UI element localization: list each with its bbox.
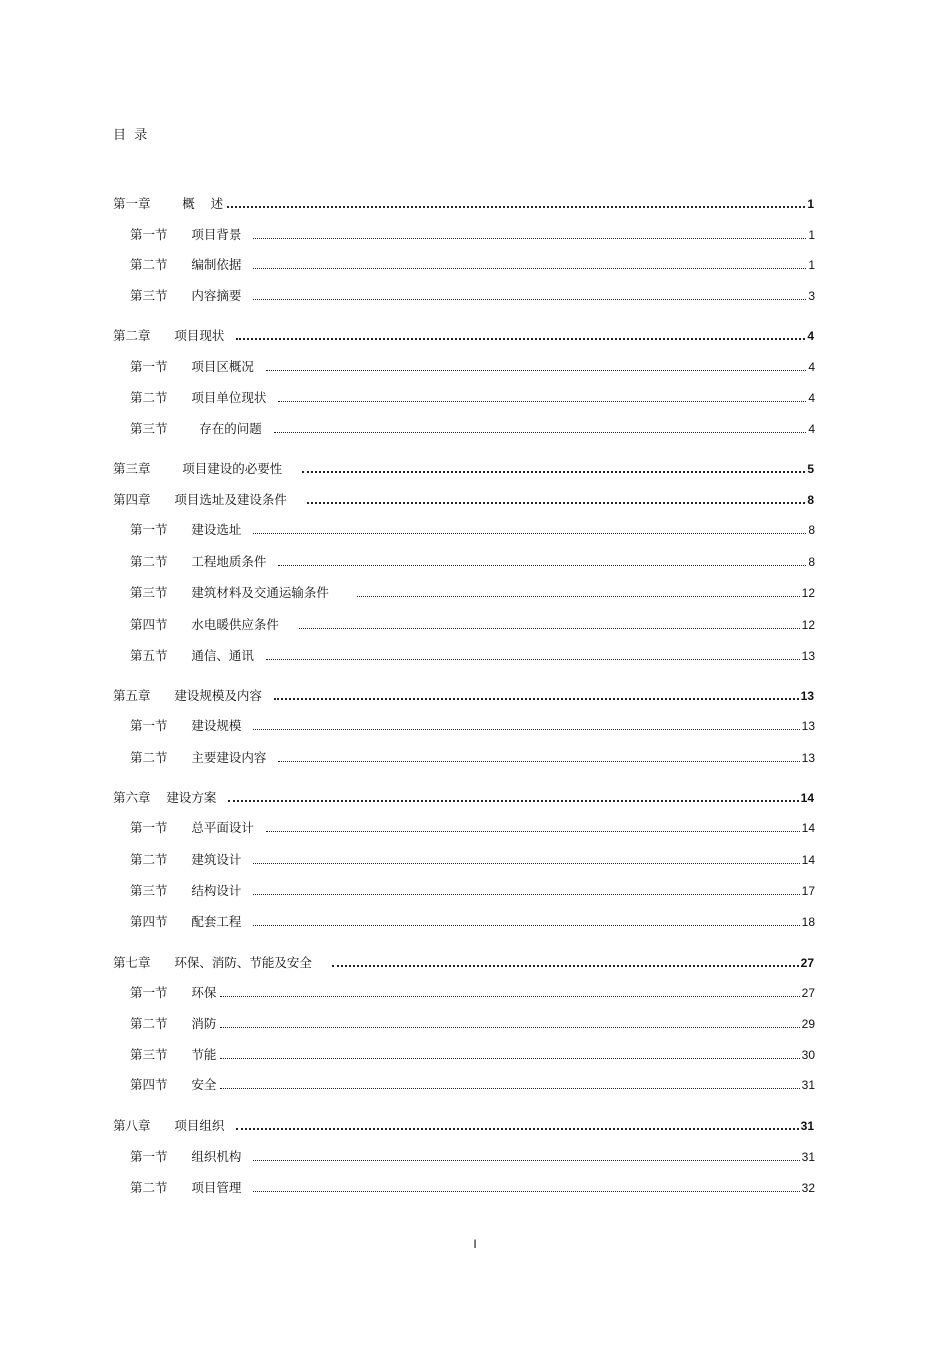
dot-leader [278,565,806,566]
toc-entry-label: 第一章 概 述 [113,196,224,211]
toc-section-entry[interactable] [130,750,815,766]
toc-entry-page-number: 29 [801,1017,815,1031]
dot-leader [302,471,805,473]
dot-leader [266,659,800,660]
toc-entry-page-number: 8 [808,555,815,569]
toc-section-entry[interactable] [130,820,815,836]
toc-section-entry[interactable] [130,617,815,633]
toc-entry-label: 第三节 结构设计 [130,883,250,898]
toc-entry-page-number: 8 [807,493,814,507]
toc-entry-page-number: 8 [808,523,815,537]
toc-section-entry[interactable] [130,1047,815,1063]
toc-entry-label: 第三章 项目建设的必要性 [113,461,299,476]
toc-section-entry[interactable] [130,421,815,437]
toc-entry-page-number: 31 [801,1150,815,1164]
dot-leader [278,761,799,762]
toc-entry-label: 第五节 通信、通讯 [130,648,262,663]
toc-entry-label: 第二节 工程地质条件 [130,554,275,569]
toc-entry-page-number: 14 [801,821,815,835]
toc-entry-label: 第七章 环保、消防、节能及安全 [113,955,328,970]
dot-leader [253,299,806,300]
toc-section-entry[interactable] [130,288,815,304]
toc-chapter-entry[interactable] [113,688,814,704]
toc-entry-label: 第四节 水电暖供应条件 [130,617,295,632]
dot-leader [253,268,806,269]
toc-entry-page-number: 31 [800,1119,814,1133]
dot-leader [253,1160,799,1161]
toc-entry-page-number: 3 [808,289,815,303]
toc-entry-page-number: 1 [807,197,814,211]
toc-section-entry[interactable] [130,359,815,375]
toc-section-entry[interactable] [130,585,815,601]
toc-entry-page-number: 30 [801,1048,815,1062]
toc-entry-page-number: 4 [808,360,815,374]
toc-section-entry[interactable] [130,1077,815,1093]
toc-entry-label: 第三节 建筑材料及交通运输条件 [130,585,353,600]
toc-entry-page-number: 13 [800,689,814,703]
toc-entry-label: 第一节 环保 [130,985,217,1000]
toc-section-entry[interactable] [130,554,815,570]
toc-section-entry[interactable] [130,914,815,930]
toc-entry-page-number: 13 [801,719,815,733]
dot-leader [253,894,799,895]
dot-leader [278,401,806,402]
toc-section-entry[interactable] [130,390,815,406]
toc-entry-label: 第一节 建设规模 [130,718,250,733]
toc-chapter-entry[interactable] [113,328,814,344]
dot-leader [274,698,799,700]
toc-section-entry[interactable] [130,227,815,243]
toc-section-entry[interactable] [130,1016,815,1032]
dot-leader [253,238,806,239]
dot-leader [266,831,800,832]
toc-entry-page-number: 18 [801,915,815,929]
toc-entry-page-number: 4 [807,329,814,343]
dot-leader [227,206,805,208]
toc-entry-page-number: 13 [801,649,815,663]
toc-entry-page-number: 4 [808,422,815,436]
toc-entry-page-number: 32 [801,1181,815,1195]
toc-entry-label: 第三节 内容摘要 [130,288,250,303]
toc-section-entry[interactable] [130,985,815,1001]
dot-leader [236,1128,798,1130]
toc-chapter-entry[interactable] [113,196,814,212]
toc-entry-label: 第三节 节能 [130,1047,217,1062]
dot-leader [253,533,806,534]
dot-leader [220,996,799,997]
toc-entry-page-number: 27 [800,956,814,970]
toc-entry-label: 第一节 项目背景 [130,227,250,242]
toc-entry-label: 第一节 总平面设计 [130,820,262,835]
toc-entry-page-number: 12 [801,586,815,600]
toc-section-entry[interactable] [130,718,815,734]
toc-section-entry[interactable] [130,883,815,899]
dot-leader [253,729,799,730]
toc-entry-label: 第一节 项目区概况 [130,359,262,374]
toc-section-entry[interactable] [130,1149,815,1165]
dot-leader [253,1191,799,1192]
toc-entry-page-number: 17 [801,884,815,898]
toc-entry-label: 第六章 建设方案 [113,790,225,805]
toc-entry-label: 第五章 建设规模及内容 [113,688,270,703]
toc-entry-label: 第二节 项目管理 [130,1180,250,1195]
dot-leader [299,628,800,629]
toc-entry-label: 第二节 消防 [130,1016,217,1031]
toc-entry-label: 第二节 项目单位现状 [130,390,275,405]
toc-entry-label: 第四节 安全 [130,1077,217,1092]
dot-leader [332,965,799,967]
toc-entry-label: 第一节 建设选址 [130,522,250,537]
toc-entry-label: 第三节 存在的问题 [130,421,270,436]
dot-leader [236,338,805,340]
toc-chapter-entry[interactable] [113,955,814,971]
toc-entry-label: 第二节 编制依据 [130,257,250,272]
toc-section-entry[interactable] [130,522,815,538]
toc-entry-page-number: 5 [807,462,814,476]
toc-chapter-entry[interactable] [113,790,814,806]
dot-leader [228,800,798,802]
toc-entry-page-number: 4 [808,391,815,405]
toc-entry-label: 第四章 项目选址及建设条件 [113,492,303,507]
toc-entry-page-number: 1 [808,228,815,242]
toc-chapter-entry[interactable] [113,461,814,477]
dot-leader [274,432,807,433]
toc-entry-page-number: 31 [801,1078,815,1092]
toc-chapter-entry[interactable] [113,1118,814,1134]
dot-leader [220,1027,799,1028]
toc-entry-label: 第二章 项目现状 [113,328,233,343]
toc-chapter-entry[interactable] [113,492,814,508]
toc-entry-page-number: 27 [801,986,815,1000]
toc-entry-label: 第二节 主要建设内容 [130,750,275,765]
toc-entry-label: 第四节 配套工程 [130,914,250,929]
dot-leader [220,1058,799,1059]
toc-entry-page-number: 13 [801,751,815,765]
toc-section-entry[interactable] [130,852,815,868]
toc-entry-page-number: 14 [800,791,814,805]
dot-leader [220,1088,799,1089]
dot-leader [253,925,799,926]
page-title: 目 录 [113,128,148,143]
dot-leader [357,596,800,597]
toc-section-entry[interactable] [130,648,815,664]
toc-entry-page-number: 14 [801,853,815,867]
dot-leader [253,863,799,864]
toc-section-entry[interactable] [130,257,815,273]
dot-leader [307,502,806,504]
toc-section-entry[interactable] [130,1180,815,1196]
dot-leader [266,370,807,371]
toc-entry-page-number: 12 [801,618,815,632]
toc-entry-page-number: 1 [808,258,815,272]
toc-entry-label: 第二节 建筑设计 [130,852,250,867]
toc-entry-label: 第八章 项目组织 [113,1118,233,1133]
page-number-footer: I [473,1237,477,1251]
toc-entry-label: 第一节 组织机构 [130,1149,250,1164]
